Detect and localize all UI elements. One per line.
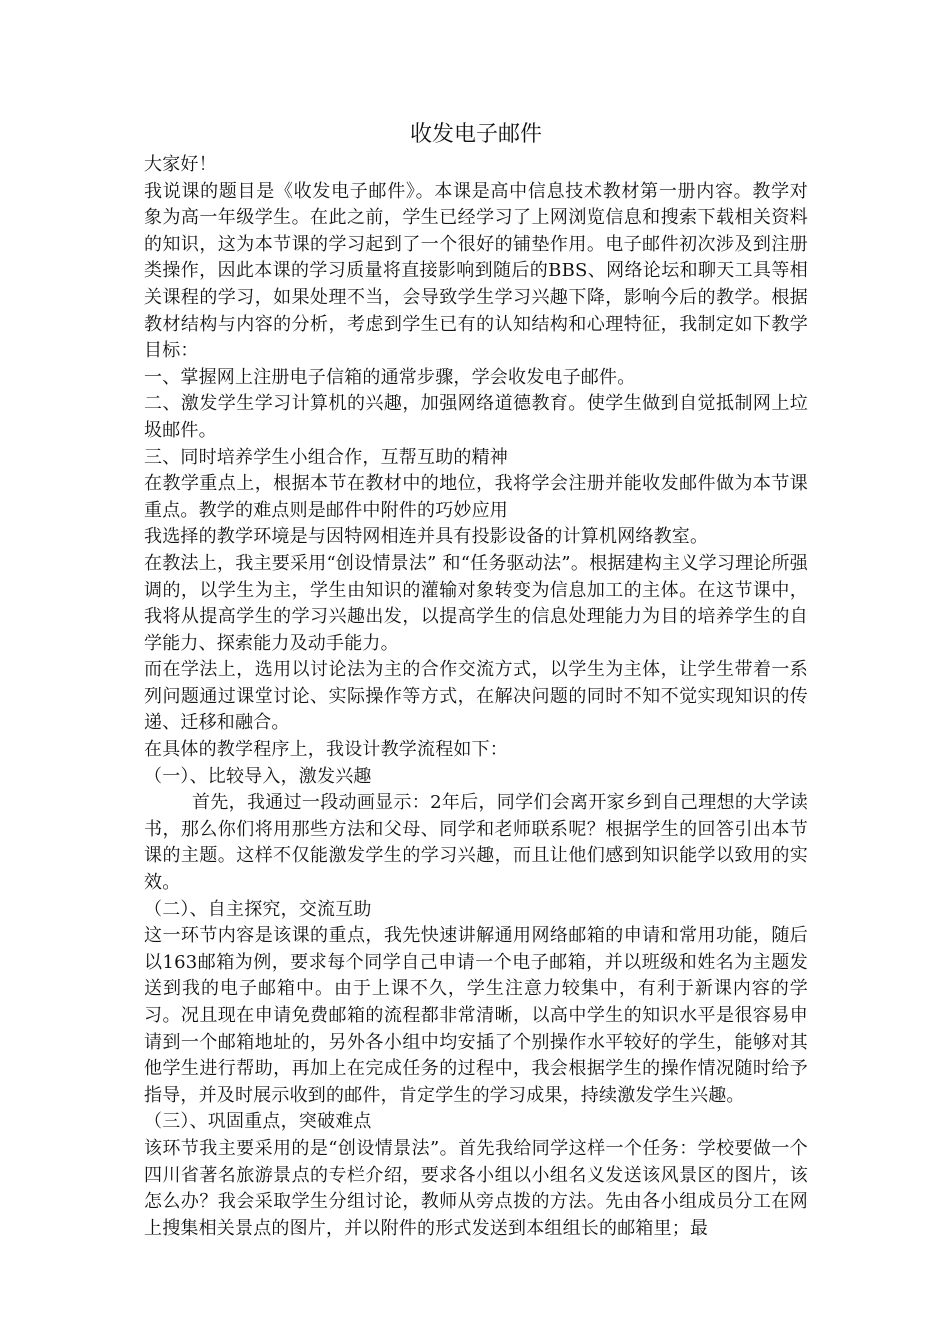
section-heading-3: （三）、巩固重点，突破难点 [144,1111,372,1133]
greeting: 大家好！ [144,154,217,175]
paragraph-section-3: 该环节我主要采用的是“创设情景法”。首先我给同学这样一个任务：学校要做一个四川省著名旅游景点的专栏介绍，要求各小组以小组名义发送该风景区的图片，该怎么办？我会采取学生分组讨论，教师从旁点拨的方法。先由各小组成员分工在网上搜集相关景点的图片，并以附件的形式发送到本组组长的邮箱里；最 [144,1137,808,1239]
paragraph-key-points: 在教学重点上，根据本节在教材中的地位，我将学会注册并能收发邮件做为本节课重点。教学的难点则是邮件中附件的巧妙应用 [144,473,808,521]
goal-3: 三、同时培养学生小组合作，互帮互助的精神 [144,446,508,468]
goal-1: 一、掌握网上注册电子信箱的通常步骤，学会收发电子邮件。 [144,366,636,388]
section-heading-1: （一）、比较导入，激发兴趣 [144,765,372,787]
paragraph-learning-method: 而在学法上，选用以讨论法为主的合作交流方式，以学生为主体，让学生带着一系列问题通过课堂讨论、实际操作等方式，在解决问题的同时不知不觉实现知识的传递、迁移和融合。 [144,659,808,734]
paragraph-environment: 我选择的教学环境是与因特网相连并具有投影设备的计算机网络教室。 [144,526,709,548]
paragraph-intro: 我说课的题目是《收发电子邮件》。本课是高中信息技术教材第一册内容。教学对象为高一年级学生。在此之前，学生已经学习了上网浏览信息和搜索下载相关资料的知识，这为本节课的学习起到了一个很好的铺垫作用。电子邮件初次涉及到注册类操作，因此本课的学习质量将直接影响到随后的BBS、网络论坛和聊天工具等相关课程的学习，如果处理不当，会导致学生学习兴趣下降，影响今后的教学。根据教材结构与内容的分析，考虑到学生已有的认知结构和心理特征，我制定如下教学目标： [144,180,808,362]
paragraph-section-2: 这一环节内容是该课的重点，我先快速讲解通用网络邮箱的申请和常用功能，随后以163邮箱为例，要求每个同学自己申请一个电子邮箱，并以班级和姓名为主题发送到我的电子邮箱中。由于上课不久，学生注意力较集中，有利于新课内容的学习。况且现在申请免费邮箱的流程都非常清晰，以高中学生的知识水平是很容易申请到一个邮箱地址的，另外各小组中均安插了个别操作水平较好的学生，能够对其他学生进行帮助，再加上在完成任务的过程中，我会根据学生的操作情况随时给予指导，并及时展示收到的邮件，肯定学生的学习成果，持续激发学生兴趣。 [144,925,808,1106]
goal-2: 二、激发学生学习计算机的兴趣，加强网络道德教育。使学生做到自觉抵制网上垃圾邮件。 [144,393,808,441]
document-title: 收发电子邮件 [409,122,542,147]
document-body [144,118,808,1242]
paragraph-section-1: 首先，我通过一段动画显示：2年后，同学们会离开家乡到自己理想的大学读书，那么你们将用那些方法和父母、同学和老师联系呢？根据学生的回答引出本节课的主题。这样不仅能激发学生的学习兴趣，而且让他们感到知识能学以致用的实效。 [144,792,808,894]
paragraph-teaching-method: 在教法上，我主要采用“创设情景法” 和“任务驱动法”。根据建构主义学习理论所强调的，以学生为主，学生由知识的灌输对象转变为信息加工的主体。在这节课中，我将从提高学生的学习兴趣出发，以提高学生的信息处理能力为目的培养学生的自学能力、探索能力及动手能力。 [144,552,808,654]
section-heading-2: （二）、自主探究，交流互助 [144,898,372,920]
paragraph-procedure: 在具体的教学程序上，我设计教学流程如下： [144,739,508,761]
